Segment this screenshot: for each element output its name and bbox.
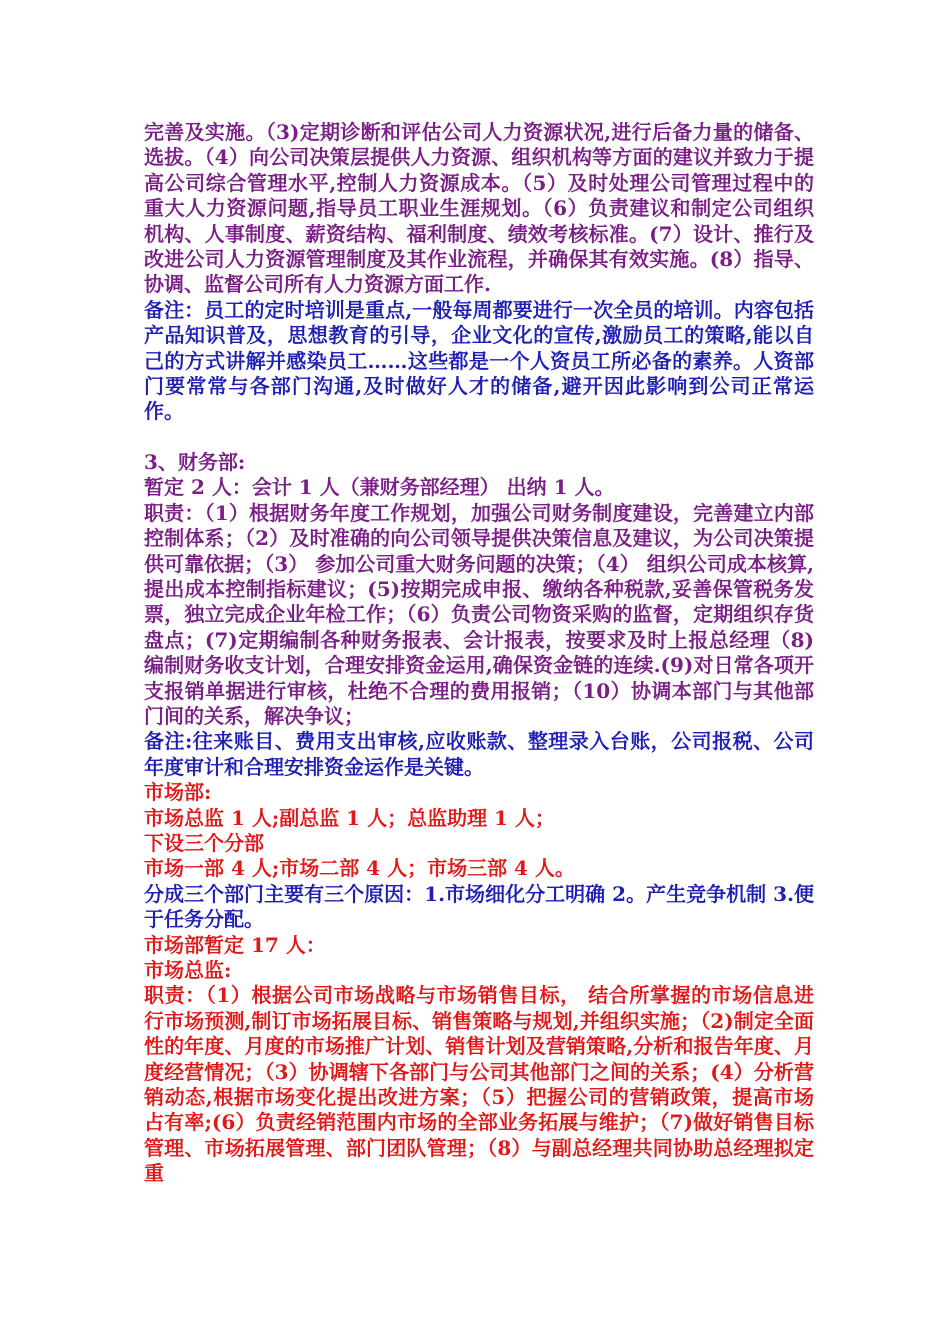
market-sub-intro: 下设三个分部	[144, 830, 264, 855]
section-gap	[144, 425, 814, 450]
market-heading: 市场部:	[144, 780, 212, 805]
market-director-heading: 市场总监:	[144, 958, 232, 982]
document-page	[144, 120, 814, 1187]
finance-note: 备注:往来账目、费用支出审核,应收账款、整理录入台账，公司报税、公司年度审计和合理安排资金运作是关键。	[144, 729, 814, 779]
finance-staffing: 暂定 2 人：会计 1 人（兼财务部经理） 出纳 1 人。	[144, 475, 615, 500]
finance-duties: 职责：（1）根据财务年度工作规划，加强公司财务制度建设，完善建立内部控制体系；（2）及时准确的向公司领导提供决策信息及建议，为公司决策提供可靠依据；（3） 参加公司重大财务问题的决策；（4） 组织公司成本核算,提出成本控制指标建议；(5)按期完成申报、缴纳各种税款,妥善保管税务发票，独立完成企业年检工作；（6）负责公司物资采购的监督，定期组织存货盘点；(7)定期编制各种财务报表、会计报表，按要求及时上报总经理（8)编制财务收支计划，合理安排资金运用,确保资金链的连续.(9)对日常各项开支报销单据进行审核，杜绝不合理的费用报销；（10）协调本部门与其他部门间的关系，解决争议；	[144, 500, 814, 728]
market-reason: 分成三个部门主要有三个原因：1.市场细化分工明确 2。产生竞争机制 3.便于任务分配。	[144, 881, 814, 932]
market-sub-units: 市场一部 4 人;市场二部 4 人；市场三部 4 人。	[144, 856, 575, 881]
hr-note: 备注：员工的定时培训是重点,一般每周都要进行一次全员的培训。内容包括产品知识普及，思想教育的引导，企业文化的宣传,激励员工的策略,能以自己的方式讲解并感染员工……这些都是一个人资员工所必备的素养。人资部门要常常与各部门沟通,及时做好人才的储备,避开因此影响到公司正常运作。	[144, 297, 814, 424]
market-director-duties: 职责：（1）根据公司市场战略与市场销售目标， 结合所掌握的市场信息进行市场预测,制订市场拓展目标、销售策略与规划,并组织实施；（2)制定全面性的年度、月度的市场推广计划、销售计划及营销策略,分析和报告年度、月度经营情况；（3）协调辖下各部门与公司其他部门之间的关系；(4）分析营销动态,根据市场变化提出改进方案；（5）把握公司的营销政策，提高市场占有率;(6）负责经销范围内市场的全部业务拓展与维护；（7)做好销售目标管理、市场拓展管理、部门团队管理；（8）与副总经理共同协助总经理拟定重	[144, 983, 814, 1186]
market-leaders: 市场总监 1 人;副总监 1 人；总监助理 1 人；	[144, 805, 555, 830]
finance-heading: 3、财务部:	[144, 449, 246, 474]
market-total: 市场部暂定 17 人：	[144, 932, 326, 957]
hr-duties-continued: 完善及实施。（3)定期诊断和评估公司人力资源状况,进行后备力量的储备、选拔。（4）向公司决策层提供人力资源、组织机构等方面的建议并致力于提高公司综合管理水平,控制人力资源成本。（5）及时处理公司管理过程中的重大人力资源问题,指导员工职业生涯规划。（6）负责建议和制定公司组织机构、人事制度、薪资结构、福利制度、绩效考核标准。(7）设计、推行及改进公司人力资源管理制度及其作业流程，并确保其有效实施。(8）指导、协调、监督公司所有人力资源方面工作.	[144, 120, 814, 297]
